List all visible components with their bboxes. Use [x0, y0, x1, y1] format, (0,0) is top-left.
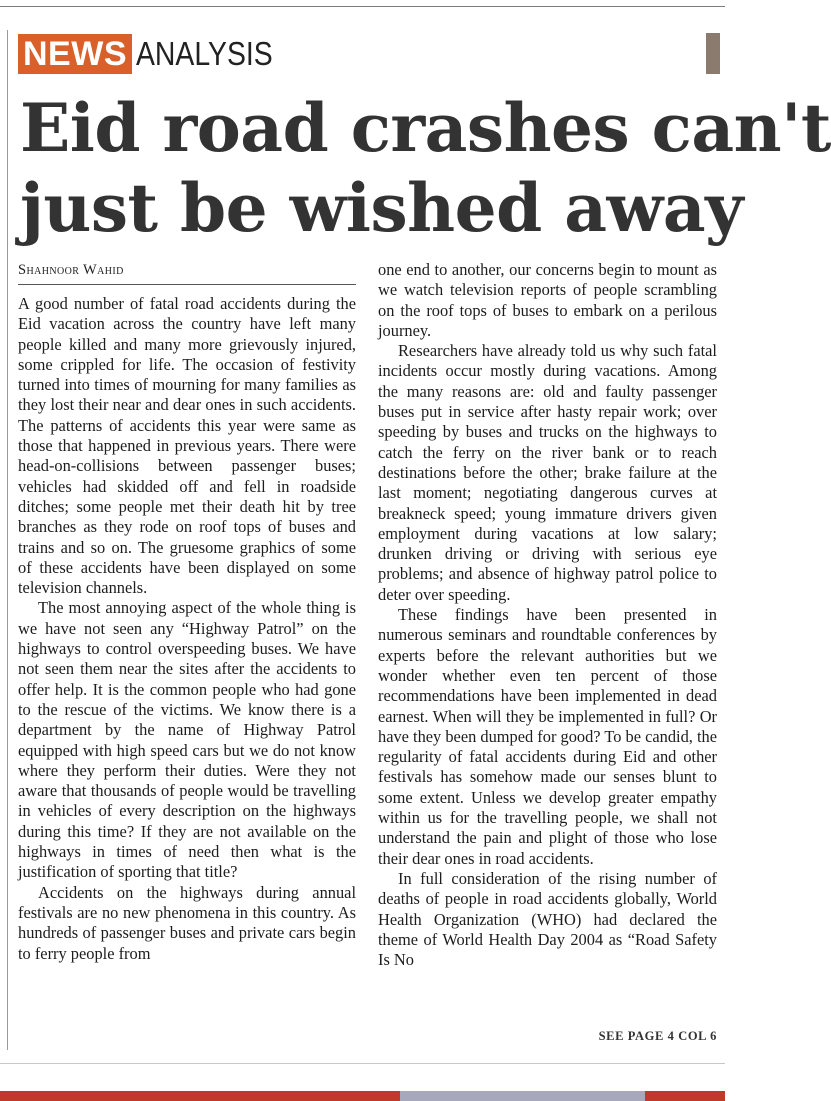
band-segment-gray [400, 1091, 645, 1101]
paragraph: one end to another, our concerns begin to mount as we watch television reports of people scrambling on the roof tops of buses to embark on a perilous journey. [378, 260, 717, 340]
paragraph: The most annoying aspect of the whole thing is we have not seen any “Highway Patrol” on the highways to control overspeeding buses. We have not seen them near the sites after the accidents to offer help. It is the common people who had gone to the rescue of the victims. We know there is a department by the name of Highway Patrol equipped with high speed cars but we do not know where they perform their duties. Were they not aware that thousands of people would be travelling in vehicles of every description on the highways during this time? If they are not available on the highways in times of need then what is the justification of sporting that title? [18, 598, 356, 882]
paragraph: A good number of fatal road accidents during the Eid vacation across the country have left many people killed and many more grievously injured, some crippled for life. The occasion of festivity turned into times of mourning for many families as they lost their near and dear ones in such accidents. The patterns of accidents this year were same as those that happened in previous years. There were head-on-collisions between passenger buses; vehicles had skidded off and fell in roadside ditches; some people met their death hit by tree branches as they rode on roof tops of buses and trains and so on. The gruesome graphics of some of these accidents have been displayed on some television channels. [18, 294, 356, 598]
band-segment-red-right [645, 1091, 725, 1101]
paragraph: Researchers have already told us why such fatal incidents occur mostly during vacations. Among the many reasons are: old and faulty passenger buses put in service after hasty repair work; over speeding by buses and trucks on the highways to catch the ferry on the river bank or to reach destinations before the other; brake failure at the last moment; negotiating dangerous curves at breakneck speed; young immature drivers given employment during vacations at low salary; drunken driving or driving with serious eye problems; and absence of highway patrol police to deter over speeding. [378, 341, 717, 604]
kicker-news-label: NEWS [18, 34, 132, 74]
band-segment-red [0, 1091, 400, 1101]
headline [20, 88, 831, 248]
section-kicker [18, 34, 295, 74]
kicker-analysis-label: ANALYSIS [136, 35, 273, 72]
article-column-1 [18, 294, 356, 964]
continuation-jump-line[interactable]: SEE PAGE 4 COL 6 [598, 1029, 717, 1043]
article-column-2 [378, 260, 717, 970]
paragraph: These findings have been presented in numerous seminars and roundtable conferences by experts before the relevant authorities but we wonder whether even ten percent of those recommendations have been implemented in dead earnest. When will they be implemented in full? Or have they been dumped for good? To be candid, the regularity of fatal accidents during Eid and other festivals has somehow made our senses blunt to some extent. Unless we develop greater empathy within us for the travelling people, we shall not understand the pain and plight of those who lose their dear ones in road accidents. [378, 605, 718, 868]
byline: Shahnoor Wahid [18, 262, 356, 285]
headline-line-1: Eid road crashes can't [20, 89, 831, 167]
bottom-rule [0, 1063, 725, 1064]
top-rule [0, 6, 725, 7]
paragraph: In full consideration of the rising number of deaths of people in road accidents globally, World Health Organization (WHO) had declared the theme of World Health Day 2004 as “Road Safety Is No [378, 868, 717, 970]
bottom-color-band [0, 1091, 725, 1101]
headline-line-2: just be wished away [20, 169, 743, 247]
column-rule-left [7, 30, 8, 1050]
corner-marker [706, 33, 720, 74]
paragraph: Accidents on the highways during annual festivals are no new phenomena in this country. As hundreds of passenger buses and private cars begin to ferry people from [18, 882, 356, 963]
